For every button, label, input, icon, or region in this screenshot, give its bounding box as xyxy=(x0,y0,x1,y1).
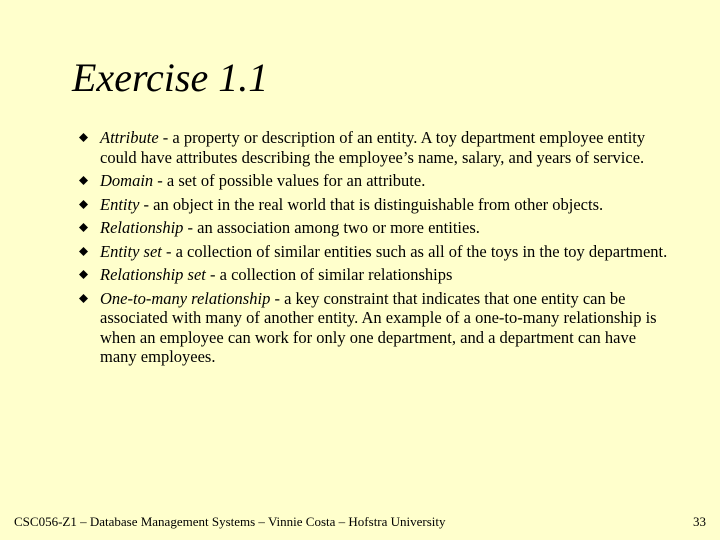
diamond-bullet-icon xyxy=(79,200,88,209)
definition-list xyxy=(76,128,676,371)
diamond-bullet-icon xyxy=(79,270,88,279)
diamond-bullet-icon xyxy=(79,133,88,142)
definition-text: - an object in the real world that is distinguishable from other objects. xyxy=(139,194,604,214)
diamond-bullet-icon xyxy=(79,247,88,256)
list-item xyxy=(76,289,676,367)
term-label: One-to-many relationship xyxy=(100,288,271,308)
list-item xyxy=(76,218,676,238)
definition-text: - an association among two or more entities. xyxy=(183,218,480,237)
term-label: Attribute xyxy=(100,128,159,147)
definition-text: - a key constraint that indicates that one entity can be associated with many of another entity. An example of a one-to-many relationship is when an employee can work for only one department, and a department can have many employees. xyxy=(100,288,657,366)
list-item xyxy=(76,242,676,262)
definition-text: - a property or description of an entity. A toy department employee entity could have attributes describing the employee’s name, salary, and years of service. xyxy=(100,128,646,167)
definition-text: - a set of possible values for an attribute. xyxy=(153,171,426,190)
definition-text: - a collection of similar relationships xyxy=(205,265,453,284)
diamond-bullet-icon xyxy=(79,223,88,232)
list-item xyxy=(76,265,676,285)
term-label: Relationship set xyxy=(100,265,206,284)
term-label: Relationship xyxy=(100,218,184,237)
page-number: 33 xyxy=(693,514,706,529)
diamond-bullet-icon xyxy=(79,176,88,185)
list-item xyxy=(76,128,676,167)
slide-title: Exercise 1.1 xyxy=(72,55,269,100)
definition-text: - a collection of similar entities such as all of the toys in the toy department. xyxy=(161,241,668,261)
term-label: Entity xyxy=(100,194,140,214)
term-label: Entity set xyxy=(100,241,162,261)
list-item xyxy=(76,195,676,215)
diamond-bullet-icon xyxy=(79,294,88,303)
slide-footer: CSC056-Z1 – Database Management Systems – Vinnie Costa – Hofstra University xyxy=(14,514,446,529)
term-label: Domain xyxy=(100,171,154,190)
list-item xyxy=(76,171,676,191)
